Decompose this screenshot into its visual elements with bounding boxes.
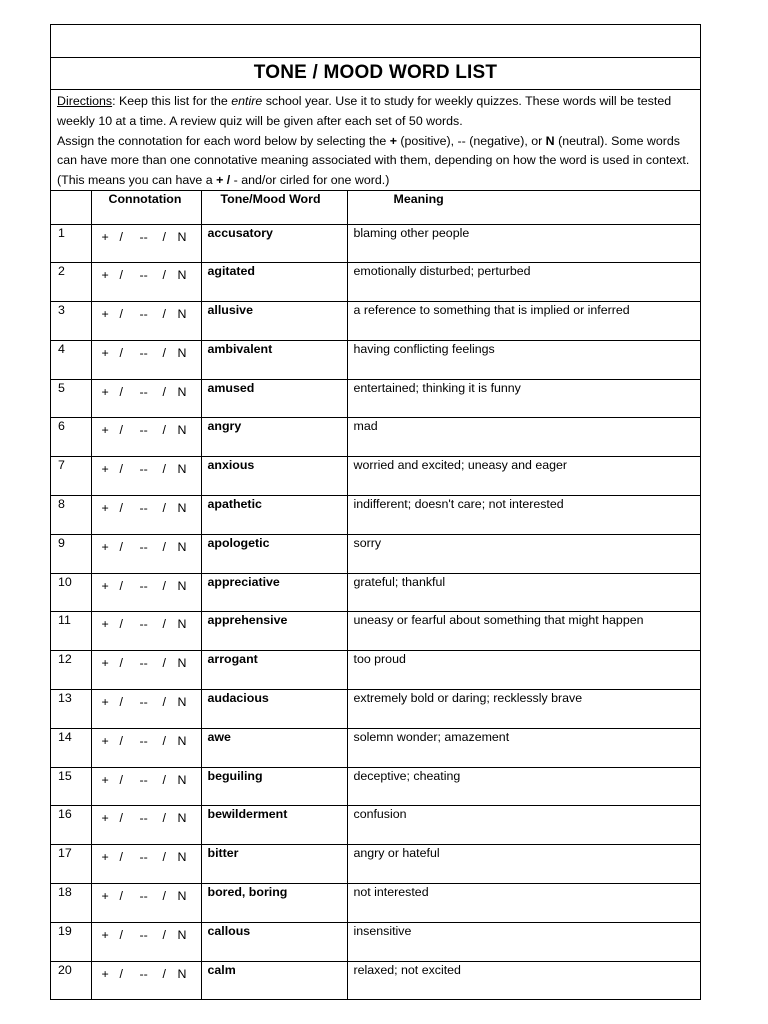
directions-text-part: school year. Use it to study for weekly quizzes. These words will be tested weekly 10 at a time. A review quiz will be given after each set of 50 words.	[57, 94, 672, 128]
option-separator: /	[119, 578, 123, 593]
option-separator: /	[119, 501, 123, 516]
option-negative[interactable]: --	[139, 578, 148, 593]
row-number: 2	[51, 263, 91, 302]
directions-text	[51, 90, 700, 191]
option-positive[interactable]: +	[101, 733, 109, 748]
option-neutral[interactable]: N	[177, 927, 187, 942]
option-separator: /	[119, 966, 123, 981]
row-number: 15	[51, 767, 91, 806]
option-negative[interactable]: --	[139, 229, 148, 244]
option-separator: /	[119, 423, 123, 438]
connotation-options	[91, 961, 201, 1000]
word-meaning: entertained; thinking it is funny	[347, 379, 700, 418]
option-negative[interactable]: --	[139, 656, 148, 671]
option-positive[interactable]: +	[101, 462, 109, 477]
tone-word: beguiling	[201, 767, 347, 806]
option-positive[interactable]: +	[101, 811, 109, 826]
word-meaning: not interested	[347, 884, 700, 923]
option-positive[interactable]: +	[101, 889, 109, 904]
option-neutral[interactable]: N	[177, 617, 187, 632]
table-row	[51, 690, 700, 729]
word-meaning: extremely bold or daring; recklessly brave	[347, 690, 700, 729]
connotation-options	[91, 573, 201, 612]
connotation-choice-group	[92, 423, 201, 441]
option-neutral[interactable]: N	[177, 268, 187, 283]
option-negative[interactable]: --	[139, 966, 148, 981]
option-neutral[interactable]: N	[177, 656, 187, 671]
option-neutral[interactable]: N	[177, 462, 187, 477]
directions-text-part: Assign the connotation for each word below by selecting the	[57, 133, 390, 148]
connotation-options	[91, 651, 201, 690]
tone-word: anxious	[201, 457, 347, 496]
option-negative[interactable]: --	[139, 733, 148, 748]
connotation-options	[91, 418, 201, 457]
table-row	[51, 612, 700, 651]
option-negative[interactable]: --	[139, 345, 148, 360]
word-meaning: insensitive	[347, 922, 700, 961]
tone-word: apprehensive	[201, 612, 347, 651]
table-row	[51, 340, 700, 379]
header-meaning: Meaning	[347, 191, 700, 224]
directions-text-part: : Keep this list for the	[112, 94, 232, 108]
word-meaning: indifferent; doesn't care; not interested	[347, 496, 700, 535]
header-number	[51, 191, 91, 224]
table-row	[51, 845, 700, 884]
option-separator: /	[162, 889, 166, 904]
option-positive[interactable]: +	[101, 966, 109, 981]
tone-word: amused	[201, 379, 347, 418]
option-negative[interactable]: --	[139, 889, 148, 904]
option-negative[interactable]: --	[139, 695, 148, 710]
tone-word: apathetic	[201, 496, 347, 535]
connotation-choice-group	[92, 346, 201, 364]
connotation-choice-group	[92, 695, 201, 713]
connotation-choice-group	[92, 462, 201, 480]
table-row	[51, 806, 700, 845]
table-row	[51, 922, 700, 961]
option-separator: /	[119, 695, 123, 710]
tone-word: apologetic	[201, 534, 347, 573]
word-meaning: worried and excited; uneasy and eager	[347, 457, 700, 496]
option-separator: /	[162, 345, 166, 360]
header-connotation: Connotation	[91, 191, 201, 224]
option-positive[interactable]: +	[101, 539, 109, 554]
option-neutral[interactable]: N	[177, 578, 187, 593]
option-neutral[interactable]: N	[177, 345, 187, 360]
connotation-choice-group	[92, 307, 201, 325]
word-meaning: grateful; thankful	[347, 573, 700, 612]
word-meaning: deceptive; cheating	[347, 767, 700, 806]
table-row	[51, 534, 700, 573]
directions-text-part: - and/or cirled for one word.)	[230, 173, 390, 188]
row-number: 8	[51, 496, 91, 535]
directions-bold-n: N	[545, 133, 555, 148]
table-row	[51, 457, 700, 496]
connotation-options	[91, 340, 201, 379]
connotation-options	[91, 845, 201, 884]
row-number: 5	[51, 379, 91, 418]
option-negative[interactable]: --	[139, 850, 148, 865]
connotation-options	[91, 884, 201, 923]
directions-italic-word: entire	[231, 94, 263, 108]
connotation-options	[91, 534, 201, 573]
option-negative[interactable]: --	[139, 501, 148, 516]
option-separator: /	[119, 617, 123, 632]
connotation-options	[91, 728, 201, 767]
option-separator: /	[162, 423, 166, 438]
option-positive[interactable]: +	[101, 423, 109, 438]
option-separator: /	[119, 345, 123, 360]
option-separator: /	[162, 850, 166, 865]
table-row	[51, 418, 700, 457]
word-meaning: sorry	[347, 534, 700, 573]
row-number: 11	[51, 612, 91, 651]
option-separator: /	[162, 927, 166, 942]
connotation-choice-group	[92, 928, 201, 946]
table-row	[51, 961, 700, 1000]
tone-word: bewilderment	[201, 806, 347, 845]
connotation-options	[91, 379, 201, 418]
option-separator: /	[119, 772, 123, 787]
option-separator: /	[162, 617, 166, 632]
option-separator: /	[162, 307, 166, 322]
option-separator: /	[162, 229, 166, 244]
option-positive[interactable]: +	[101, 656, 109, 671]
connotation-options	[91, 922, 201, 961]
connotation-choice-group	[92, 734, 201, 752]
option-separator: /	[119, 539, 123, 554]
row-number: 3	[51, 302, 91, 341]
option-negative[interactable]: --	[139, 811, 148, 826]
table-row	[51, 224, 700, 263]
option-positive[interactable]: +	[101, 501, 109, 516]
option-negative[interactable]: --	[139, 307, 148, 322]
option-negative[interactable]: --	[139, 927, 148, 942]
word-meaning: mad	[347, 418, 700, 457]
option-neutral[interactable]: N	[177, 423, 187, 438]
directions-bold-plus: +	[389, 133, 397, 148]
connotation-options	[91, 224, 201, 263]
option-negative[interactable]: --	[139, 617, 148, 632]
row-number: 13	[51, 690, 91, 729]
table-row	[51, 302, 700, 341]
directions-text-part: (neutral). Some words can have more than one connotative meaning associated with them, depending on how the word is used in context. (This means you can have a	[57, 133, 690, 188]
row-number: 6	[51, 418, 91, 457]
connotation-options	[91, 263, 201, 302]
connotation-choice-group	[92, 850, 201, 868]
option-positive[interactable]: +	[101, 772, 109, 787]
option-positive[interactable]: +	[101, 229, 109, 244]
option-neutral[interactable]: N	[177, 889, 187, 904]
option-positive[interactable]: +	[101, 695, 109, 710]
option-separator: /	[162, 733, 166, 748]
option-separator: /	[162, 462, 166, 477]
option-separator: /	[119, 811, 123, 826]
option-neutral[interactable]: N	[177, 229, 187, 244]
tone-word: audacious	[201, 690, 347, 729]
connotation-choice-group	[92, 501, 201, 519]
option-positive[interactable]: +	[101, 345, 109, 360]
tone-word: awe	[201, 728, 347, 767]
row-number: 18	[51, 884, 91, 923]
word-meaning: a reference to something that is implied or inferred	[347, 302, 700, 341]
connotation-choice-group	[92, 773, 201, 791]
word-meaning: too proud	[347, 651, 700, 690]
connotation-choice-group	[92, 811, 201, 829]
option-negative[interactable]: --	[139, 384, 148, 399]
word-meaning: confusion	[347, 806, 700, 845]
word-meaning: relaxed; not excited	[347, 961, 700, 1000]
table-header-row	[51, 191, 700, 224]
table-row	[51, 767, 700, 806]
word-meaning: blaming other people	[347, 224, 700, 263]
connotation-options	[91, 806, 201, 845]
option-neutral[interactable]: N	[177, 966, 187, 981]
option-neutral[interactable]: N	[177, 384, 187, 399]
tone-word: agitated	[201, 263, 347, 302]
row-number: 14	[51, 728, 91, 767]
table-row	[51, 651, 700, 690]
option-separator: /	[119, 462, 123, 477]
option-neutral[interactable]: N	[177, 695, 187, 710]
option-separator: /	[162, 811, 166, 826]
header-word: Tone/Mood Word	[201, 191, 347, 224]
option-neutral[interactable]: N	[177, 811, 187, 826]
tone-word: bored, boring	[201, 884, 347, 923]
option-neutral[interactable]: N	[177, 307, 187, 322]
table-row	[51, 728, 700, 767]
connotation-choice-group	[92, 230, 201, 248]
row-number: 10	[51, 573, 91, 612]
connotation-options	[91, 767, 201, 806]
option-negative[interactable]: --	[139, 462, 148, 477]
option-separator: /	[162, 695, 166, 710]
page-title: TONE / MOOD WORD LIST	[51, 58, 700, 90]
row-number: 16	[51, 806, 91, 845]
option-separator: /	[162, 384, 166, 399]
option-separator: /	[119, 384, 123, 399]
option-positive[interactable]: +	[101, 268, 109, 283]
option-separator: /	[119, 927, 123, 942]
row-number: 19	[51, 922, 91, 961]
option-neutral[interactable]: N	[177, 850, 187, 865]
connotation-choice-group	[92, 579, 201, 597]
connotation-choice-group	[92, 540, 201, 558]
option-separator: /	[162, 966, 166, 981]
tone-word: angry	[201, 418, 347, 457]
row-number: 20	[51, 961, 91, 1000]
table-row	[51, 496, 700, 535]
connotation-choice-group	[92, 268, 201, 286]
word-meaning: solemn wonder; amazement	[347, 728, 700, 767]
option-neutral[interactable]: N	[177, 539, 187, 554]
option-positive[interactable]: +	[101, 307, 109, 322]
word-list-sheet	[50, 24, 701, 1000]
option-positive[interactable]: +	[101, 617, 109, 632]
option-positive[interactable]: +	[101, 927, 109, 942]
connotation-choice-group	[92, 617, 201, 635]
option-separator: /	[119, 656, 123, 671]
tone-word: arrogant	[201, 651, 347, 690]
option-separator: /	[162, 268, 166, 283]
connotation-options	[91, 690, 201, 729]
option-separator: /	[162, 539, 166, 554]
row-number: 17	[51, 845, 91, 884]
connotation-choice-group	[92, 385, 201, 403]
word-meaning: having conflicting feelings	[347, 340, 700, 379]
table-row	[51, 884, 700, 923]
row-number: 1	[51, 224, 91, 263]
option-negative[interactable]: --	[139, 772, 148, 787]
option-negative[interactable]: --	[139, 268, 148, 283]
tone-word: bitter	[201, 845, 347, 884]
connotation-choice-group	[92, 889, 201, 907]
option-neutral[interactable]: N	[177, 501, 187, 516]
connotation-options	[91, 612, 201, 651]
option-positive[interactable]: +	[101, 384, 109, 399]
option-separator: /	[162, 578, 166, 593]
option-separator: /	[162, 656, 166, 671]
word-table	[51, 191, 700, 1000]
connotation-options	[91, 496, 201, 535]
row-number: 9	[51, 534, 91, 573]
blank-header-row	[51, 25, 700, 58]
word-meaning: emotionally disturbed; perturbed	[347, 263, 700, 302]
tone-word: appreciative	[201, 573, 347, 612]
option-separator: /	[119, 307, 123, 322]
tone-word: calm	[201, 961, 347, 1000]
connotation-choice-group	[92, 656, 201, 674]
option-separator: /	[119, 850, 123, 865]
directions-text-part: (positive), -- (negative), or	[396, 133, 546, 148]
word-meaning: uneasy or fearful about something that might happen	[347, 612, 700, 651]
option-separator: /	[162, 501, 166, 516]
tone-word: ambivalent	[201, 340, 347, 379]
option-positive[interactable]: +	[101, 578, 109, 593]
word-meaning: angry or hateful	[347, 845, 700, 884]
tone-word: accusatory	[201, 224, 347, 263]
option-negative[interactable]: --	[139, 539, 148, 554]
tone-word: allusive	[201, 302, 347, 341]
connotation-options	[91, 457, 201, 496]
directions-label: Directions	[57, 94, 113, 108]
table-row	[51, 573, 700, 612]
option-neutral[interactable]: N	[177, 733, 187, 748]
option-separator: /	[119, 229, 123, 244]
option-separator: /	[119, 889, 123, 904]
row-number: 12	[51, 651, 91, 690]
option-separator: /	[119, 268, 123, 283]
option-negative[interactable]: --	[139, 423, 148, 438]
row-number: 4	[51, 340, 91, 379]
connotation-choice-group	[92, 967, 201, 985]
directions-bold-plus-slash: + /	[216, 173, 231, 188]
table-row	[51, 263, 700, 302]
option-neutral[interactable]: N	[177, 772, 187, 787]
option-separator: /	[162, 772, 166, 787]
row-number: 7	[51, 457, 91, 496]
option-positive[interactable]: +	[101, 850, 109, 865]
tone-word: callous	[201, 922, 347, 961]
table-row	[51, 379, 700, 418]
connotation-options	[91, 302, 201, 341]
option-separator: /	[119, 733, 123, 748]
